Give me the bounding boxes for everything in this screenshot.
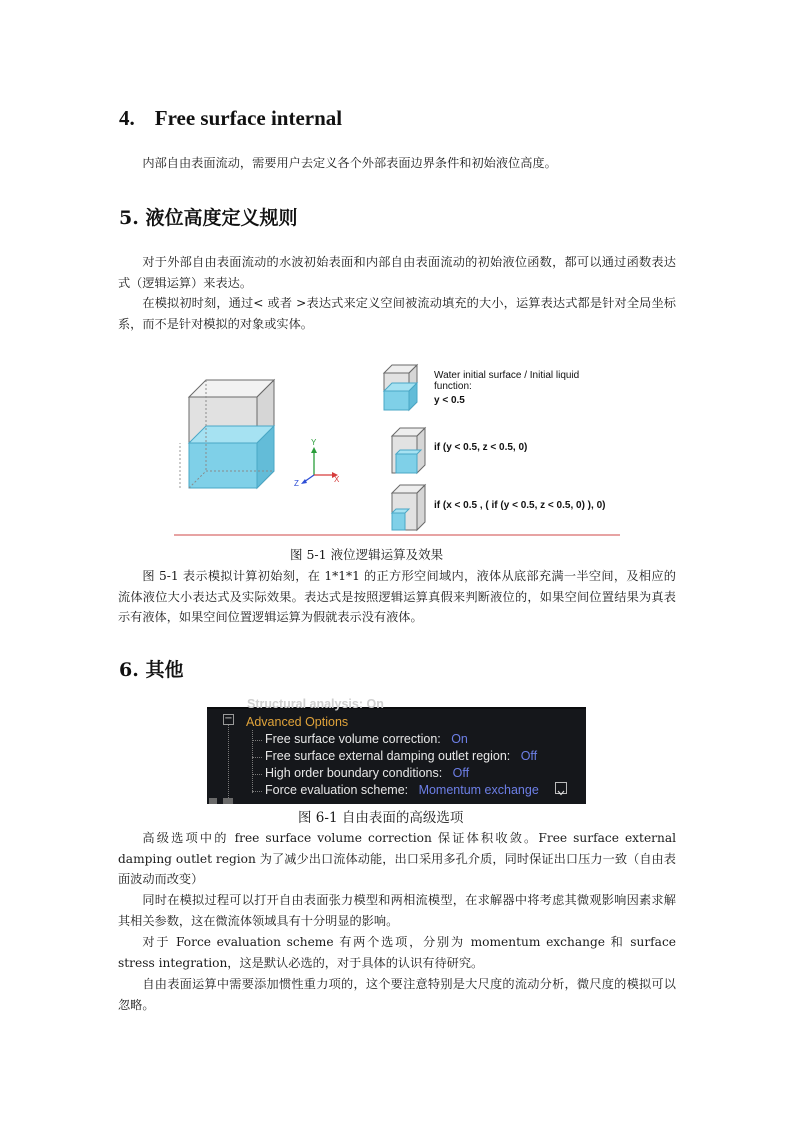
section-6-heading: [119, 655, 183, 682]
section-title: 液位高度定义规则: [145, 207, 298, 229]
figure-label-2: if (y < 0.5, z < 0.5, 0): [434, 442, 528, 453]
chevron-down-icon: [556, 788, 566, 798]
axis-y-label: Y: [311, 438, 317, 447]
tree-guide-outer: [228, 725, 229, 804]
s6-paragraph-2: 同时在模拟过程可以打开自由表面张力模型和两相流模型，在求解器中将考虑其微观影响因素求解其相关参数，这在微流体领域具有十分明显的影响。: [118, 893, 676, 928]
section-title: Free surface internal: [154, 106, 343, 130]
dropdown-chevron-icon[interactable]: [555, 782, 567, 794]
option-value[interactable]: Off: [520, 749, 538, 763]
s4-paragraph: 内部自由表面流动，需要用户去定义各个外部表面边界条件和初始液位高度。: [142, 156, 557, 170]
tree-branch: [252, 774, 262, 775]
collapse-toggle[interactable]: −: [224, 713, 233, 724]
figure-label-1: [434, 370, 579, 406]
figure-5-1-caption: 图 5-1 液位逻辑运算及效果: [290, 547, 444, 562]
option-value[interactable]: Off: [452, 766, 470, 780]
large-cube-diagram: [180, 380, 274, 488]
section-number: 6.: [119, 659, 139, 681]
option-row-force-scheme[interactable]: [265, 783, 539, 797]
axis-x-label: X: [334, 475, 340, 484]
figure-label-3: if (x < 0.5 , ( if (y < 0.5, z < 0.5, 0) ), 0): [434, 500, 606, 511]
axis-triad: [301, 447, 338, 484]
section-number: 5.: [119, 207, 139, 229]
partial-row-structural-analysis: Structural analysis: On: [247, 697, 384, 711]
label-1-line-1: Water initial surface / Initial liquid: [434, 370, 580, 381]
s6-paragraph-4: 自由表面运算中需要添加惯性重力项的，这个要注意特别是大尺度的流动分析，微尺度的模拟可以忽略。: [118, 977, 676, 1012]
option-row-volume-correction[interactable]: [265, 732, 468, 746]
section-5-heading: [119, 203, 297, 230]
option-value[interactable]: On: [451, 732, 468, 746]
tree-branch: [252, 791, 262, 792]
option-row-damping-outlet[interactable]: [265, 749, 537, 763]
s5-paragraph-3: 图 5-1 表示模拟计算初始刻，在 1*1*1 的正方形空间域内，液体从底部充满一半空间，及相应的流体液位大小表达式及实际效果。表达式是按照逻辑运算真假来判断液位的，如果空间位置结果为真表示有液体，如果空间位置逻辑运算为假就表示没有液体。: [118, 569, 676, 624]
folder-icon: [209, 798, 217, 804]
option-label: Free surface external damping outlet region:: [265, 749, 511, 763]
tree-branch: [252, 740, 262, 741]
s6-paragraph-1: 高级选项中的 free surface volume correction 保证体积收敛。Free surface external damping outlet region 为了减少出口流体动能，出口采用多孔介质，同时保证出口压力一致（自由表面波动而改变）: [118, 831, 676, 886]
small-cube-3: [392, 485, 425, 530]
s6-paragraph-3: 对于 Force evaluation scheme 有两个选项，分别为 momentum exchange 和 surface stress integration，这是默认必选的，对于具体的认识有待研究。: [118, 935, 676, 970]
advanced-options-title[interactable]: Advanced Options: [246, 715, 349, 729]
axis-z-label: Z: [294, 479, 299, 488]
option-row-high-order-bc[interactable]: [265, 766, 469, 780]
section-number: 4.: [119, 106, 135, 130]
label-1-expression: y < 0.5: [434, 395, 465, 406]
option-label: Force evaluation scheme:: [265, 783, 409, 797]
option-label: High order boundary conditions:: [265, 766, 443, 780]
small-cube-1: [384, 365, 417, 410]
option-label: Free surface volume correction:: [265, 732, 441, 746]
option-value[interactable]: Momentum exchange: [418, 783, 539, 797]
figure-5-1: [174, 355, 620, 540]
figure-6-1-caption: 图 6-1 自由表面的高级选项: [298, 810, 464, 826]
label-1-line-2: function:: [434, 381, 472, 392]
s5-paragraph-2: 在模拟初时刻，通过< 或者 >表达式来定义空间被流动填充的大小，运算表达式都是针对全局坐标系，而不是针对模拟的对象或实体。: [118, 296, 676, 331]
section-4-heading: [119, 106, 342, 131]
section-title: 其他: [145, 659, 184, 681]
advanced-options-panel: [207, 697, 586, 804]
tree-branch: [252, 757, 262, 758]
folder-icon: [223, 798, 233, 804]
small-cube-2: [392, 428, 425, 473]
s5-paragraph-1: 对于外部自由表面流动的水波初始表面和内部自由表面流动的初始液位函数，都可以通过函数表达式（逻辑运算）来表达。: [118, 255, 676, 290]
